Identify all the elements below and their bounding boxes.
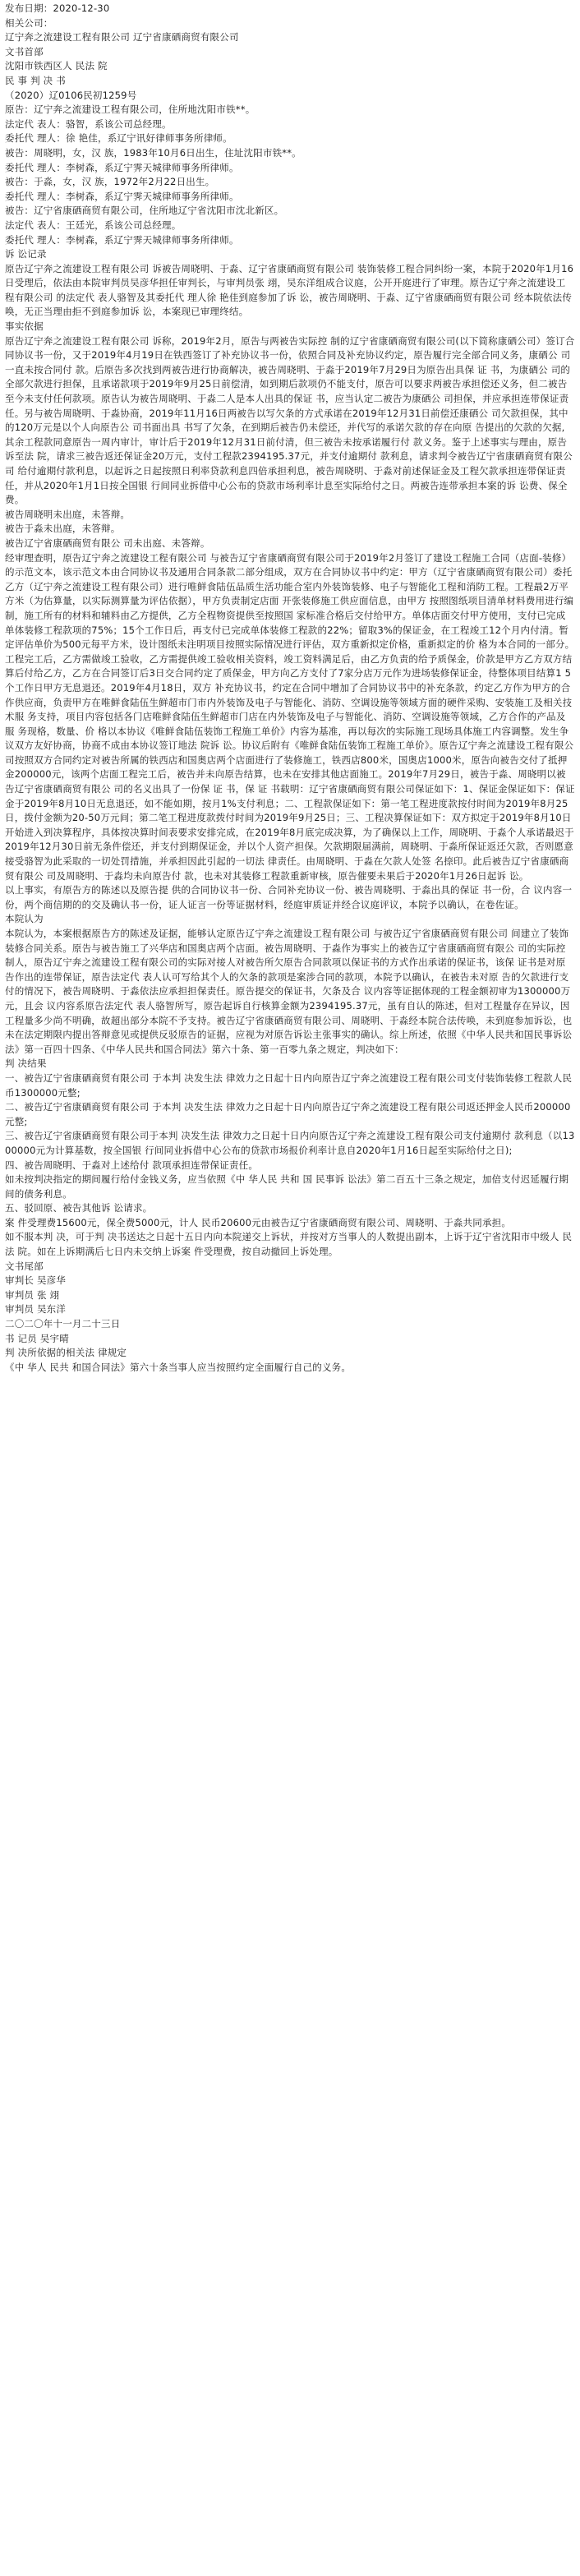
- party-line: 委托代 理人：李树森，系辽宁霁天城律师事务所律师。: [5, 161, 239, 173]
- party-line: 被告：辽宁省康硒商贸有限公司，住所地辽宁省沈阳市沈北新区。: [5, 205, 284, 217]
- facts-heading: 事实依据: [5, 320, 44, 333]
- reasoning-paragraph: 本院认为，本案根据原告方的陈述及证据，能够认定原告辽宁奔之流建设工程有限公司 与被告辽宁省康硒商贸有限公司 间建立了装饰装修合同关系。原告与被告施工了兴华店和国奥店两个店面。被告周晓明、于淼作为事实上的被告辽宁省康硒商贸有限公 司的实际控制人，原告辽宁奔之流建设工程有限公司的实际对接人对被告所欠原告合同款项以保证书的方式作出承诺的保证书，该保 证书是对原 告作出的连带保证，原告法定代 表人认可写给其个人的欠条的款项是案涉合同的款项，本院予以确认，在被告未对原 告的欠款进行支付的情况下，被告周晓明、于淼依法应承担担保责任。原告提交的保证书，欠条及合 议内容等证据体现的工程金额初审为1300000万元，且会 议内容系原告法定代 表人骆智所写，原告起诉自行核算金额为2394195.37元，虽有自认的陈述，但对工程量存在异议，因工程量多少尚不明确，故超出部分本院不予支持。被告辽宁省康硒商贸有限公司、周晓明、于淼经本院合法传唤，未到庭参加诉讼，也未在法定期限内提出答辩意见或提供反驳原告的证据，应视为对原告诉讼主张事实的确认。综上所述，依照《中华人民共和国民事诉讼法》第一百四十四条、《中华人民共和国合同法》第六十条、第一百零九条之规定，判决如下：: [5, 928, 573, 1055]
- result-item: 如不服本判 决，可于判 决书送达之日起十五日内向本院递交上诉状，并按对方当事人的人数提出副本，上诉于辽宁省沈阳市中级人 民法 院。如在上诉期满后七日内未交纳上诉案 件受理费，按自动撤回上诉处理。: [5, 1231, 573, 1258]
- result-item: 案 件受理费15600元，保全费5000元，计人 民币20600元由被告辽宁省康硒商贸有限公司、周晓明、于淼共同承担。: [5, 1216, 512, 1228]
- publish-date: 发布日期：2020-12-30: [5, 2, 110, 14]
- litigation-record-text: 原告辽宁奔之流建设工程有限公司 诉被告周晓明、于淼、辽宁省康硒商贸有限公司 装饰装修工程合同纠纷一案，本院于2020年1月16日受理后，依法由本院审判员吴彦华担任审判长，与审判员张 翊，吴东洋组成合议庭，公开开庭进行了审理。原告辽宁奔之流建设工程有限公司 的法定代 表人骆智及其委托代 理人徐 艳佳到庭参加了诉 讼，被告周晓明、于淼、辽宁省康硒商贸有限公司 经本院依法传唤，无正当理由拒不到庭参加诉 讼，本案现已审理终结。: [5, 262, 574, 318]
- facts-paragraph: 被告周晓明未出庭，未答辩。: [5, 508, 131, 520]
- facts-paragraph: 被告于淼未出庭，未答辩。: [5, 523, 121, 535]
- party-line: 法定代 表人：骆智，系该公司总经理。: [5, 118, 172, 130]
- result-item: 五、驳回原、被告其他诉 讼请求。: [5, 1202, 153, 1214]
- litigation-record-heading: 诉 讼记录: [5, 248, 47, 260]
- doc-header-heading: 文书首部: [5, 45, 44, 58]
- case-number: （2020）辽0106民初1259号: [5, 89, 137, 101]
- document-type: 民 事 判 决 书: [5, 74, 66, 86]
- result-item: 如未按判决指定的期间履行给付金钱义务，应当依照《中 华人民 共和 国 民事诉 讼法》第二百五十三条之规定，加倍支付迟延履行期间的债务利息。: [5, 1173, 569, 1200]
- tail-heading: 文书尾部: [5, 1260, 44, 1272]
- legal-basis-text: 《中 华人 民共 和国合同法》第六十条当事人应当按照约定全面履行自己的义务。: [5, 1361, 352, 1373]
- facts-paragraph: 以上事实，有原告方的陈述以及原告提 供的合同协议书一份、合同补充协议一份、被告周晓明、于淼出具的保证 书一份，合 议内容一份，两个商信期的的交及确认书一份，证人证言一份等证据材料，经庭审质证并经合议庭评议，本院予以确认，在卷佐证。: [5, 884, 573, 910]
- signature-line: 审判长 吴彦华: [5, 1274, 67, 1287]
- party-line: 法定代 表人：王廷光，系该公司总经理。: [5, 219, 182, 231]
- result-heading: 判 决结果: [5, 1058, 47, 1070]
- result-item: 三、被告辽宁省康硒商贸有限公司于本判 决发生法 律效力之日起十日内向原告辽宁奔之流建设工程有限公司支付逾期付 款利息（以1300000元为计算基数，按全国银 行间同业拆借中心公布的贷款市场报价利率计息自2020年1月16日起至实际给付之日);: [5, 1130, 575, 1156]
- court-name: 沈阳市铁西区人 民法 院: [5, 60, 108, 72]
- result-item: 一、被告辽宁省康硒商贸有限公司 于本判 决发生法 律效力之日起十日内向原告辽宁奔之流建设工程有限公司支付装饰装修工程款人民币1300000元整;: [5, 1071, 573, 1099]
- related-company-label: 相关公司：: [5, 16, 53, 29]
- facts-paragraph: 被告辽宁省康硒商贸有限公 司未出庭、未答辩。: [5, 537, 210, 549]
- result-item: 二、被告辽宁省康硒商贸有限公司 于本判 决发生法 律效力之日起十日内向原告辽宁奔之流建设工程有限公司返还押金人民币200000元整;: [5, 1101, 571, 1127]
- legal-basis-heading: 判 决所依据的相关法 律规定: [5, 1347, 127, 1359]
- party-line: 原告：辽宁奔之流建设工程有限公司，住所地沈阳市铁**。: [5, 104, 255, 116]
- signature-line: 书 记员 吴宇晴: [5, 1332, 69, 1344]
- reasoning-heading: 本院认为: [5, 913, 44, 925]
- related-company-names: 辽宁奔之流建设工程有限公司 辽宁省康硒商贸有限公司: [5, 31, 239, 44]
- signature-line: 审判员 张 翊: [5, 1288, 60, 1301]
- party-line: 委托代 理人：李树森，系辽宁霁天城律师事务所律师。: [5, 190, 239, 202]
- party-line: 委托代 理人：李树森，系辽宁霁天城律师事务所律师。: [5, 233, 239, 246]
- party-line: 被告：于淼，女，汉 族，1972年2月22日出生。: [5, 176, 215, 188]
- result-item: 四、被告周晓明、于淼对上述给付 款项承担连带保证责任。: [5, 1159, 259, 1171]
- facts-paragraph: 原告辽宁奔之流建设工程有限公司 诉称，2019年2月，原告与两被告实际控 制的辽宁省康硒商贸有限公司(以下简称康硒公司）签订合同协议书一份，又于2019年4月19日在铁西签订了补充协议书一份，依照合同及补充协议约定，原告履行完全部合同义务，康硒公 司一直未按合同付 款。后原告多次找到两被告进行协商解决，被告周晓明、于淼于2019年7月29日为原告出具保 证 书，为康硒公 司的全部欠款进行担保，且承诺款项于2019年9月25日前偿清，如到期后款项仍不能支付，原告可以要求两被告承担偿还义务，但二被告至今未支付任何款项。原告认为被告周晓明、于淼二人是本人出具的保证 书，应当认定二被告为康硒公 司担保，并应承担连带保证责任。另与被告周晓明、于淼协商，2019年11月16日两被告以写欠条的方式承诺在2019年12月31日前偿还康硒公 司欠款担保，其中的120万元是以个人向原告公 司书面出具 书写了欠条，在到期后被告仍未偿还，并代写的承诺欠款的存在向原 告提出的欠款的欠据, 其余工程款同意原告一周内审计，审计后于2019年12月31日前付清，但三被告未按承诺履行付 款义务。鉴于上述事实与理由，原告诉至法 院，请求三被告返还保证金20万元，支付工程款2394195.37元，并支付逾期付 款利息，请求判令被告辽宁省康硒商贸有限公司 给付逾期付款利息，以起诉之日起按照日利率贷款利息四倍承担利息，被告周晓明、于淼对前述保证金及工程欠款承担连带保证责任，并从2020年1月1日按全国银 行间同业拆借中心公布的贷款市场利率计息至实际给付之日。两被告连带承担本案的诉 讼费、保全费。: [5, 334, 575, 506]
- facts-paragraph: 经审理查明，原告辽宁奔之流建设工程有限公司 与被告辽宁省康硒商贸有限公司于2019年2月签订了建设工程施工合同（店面-装修）的示范文本，该示范文本由合同协议书及通用合同条款二部分组成，双方在合同协议书中约定：甲方（辽宁省康硒商贸有限公司）委托乙方（辽宁奔之流建设工程有限公司）进行唯鲜食陆伍品质生活功能合室内外装饰装修、电子与智能化工程和消防工程。工程最2万平方米（为估算量，以实际测算量为评估依据），甲方负责制定店面 开张装修施工供应面信息，由甲方 按照图纸项目清单材料费用进行编制，施工所有的材料和辅料由乙方提供，乙方全程物资提供至按照国 家标准合格后交付给甲方。单体店面交付甲方使用，支付已完成单体装修工程款项的75%；15个工作日后，再支付已完成单体装修工程款的22%；留取3%的保证金，在工程竣工12个月内付清。暂定评估单价为500元每平方米，设计图纸未注明项目按照实际情况进行评估，双方重新拟定价格，重新拟定的价 格为本合同的一部分。工程完工后，乙方需做竣工验收，乙方需提供竣工验收相关资料，竣工资料满足后，由乙方负责的给予质保金，价款是甲方乙方双方结算后付给乙方，乙方在合同签订后3日交合同约定了质保金，甲方向乙方支付了7家分店万元作为进场装修保证金，待整体项目结算1 5个工作日甲方无息退还。2019年4月18日，双方 补充协议书，约定在合同中增加了合同协议书中的补充条款，约定乙方作为甲方的合作供应商，负责甲方在唯鲜食陆伍生鲜超市门市内外装饰及电子与智能化、消防、空调设施等领域方面的硬件采购、安装施工及相关技术服 务支持，项目内容包括各门店唯鲜食陆伍生鲜超市门店在内外装饰及电子与智能化、消防、空调设施等领域，乙方合作的产品及服 务现格，数量、价 格以本协议《唯鲜食陆伍装饰工程施工单价》内容为基准，再以每次的实际施工现场具体施工内容调整。发生争议双方友好协商，协商不成由本协议签订地法 院诉 讼。协议后附有《唯鲜食陆伍装饰工程施工单价》。原告辽宁奔之流建设工程有限公 司按照双方合同约定对被告所属的铁西店和国奥店两个店面进行了装修施工，铁西店800米，国奥店1000米，原告向被告交付了抵押金200000元，该两个店面工程完工后，被告并未向原告结算，也未在安排其他店面施工。2019年7月29日，被告于淼、周晓明以被告辽宁省康硒商贸有限公 司的名义出具了一份保 证 书，保 证 书载明：辽宁省康硒商贸有限公司保证如下：1、保证金保证如下：保证金于2019年8月10日无息退还，如不能如期，按月1%支付利息；二、工程款保证如下：第一笔工程进度款按付时间为2019年8月25日，拨付金额为20-50万元间；第二笔工程进度款拨付时间为2019年9月25日；三、工程决算保证如下：双方拟定于2019年8月10日开始进入到决算程序，具体按决算时间表要求安排完成，在2019年8月底完成决算，为了确保以上工作，周晓明、于淼个人承诺最迟于2019年12月30日前无条件偿还，并支付到期保证金，并以个人资产担保。欠款期限届满前，周晓明、于淼所保证返还欠款，否则愿意接受骆智为此采取的一切处罚措施，并承担因此引起的一切法 律责任。由周晓明、于淼在欠款人处签 名捺印。此后被告辽宁省康硒商贸有限公 司及周晓明、于淼均未向原告付 款，也未对其装修工程款重新审核，原告催要未果后于2020年1月26日起诉 讼。: [5, 551, 575, 882]
- signature-line: 审判员 吴东洋: [5, 1303, 67, 1316]
- judgment-date: 二〇二〇年十一月二十三日: [5, 1318, 121, 1330]
- party-line: 被告：周晓明，女，汉 族，1983年10月6日出生，住址沈阳市铁**。: [5, 146, 302, 159]
- party-line: 委托代 理人：徐 艳佳，系辽宁讯好律师事务所律师。: [5, 132, 232, 145]
